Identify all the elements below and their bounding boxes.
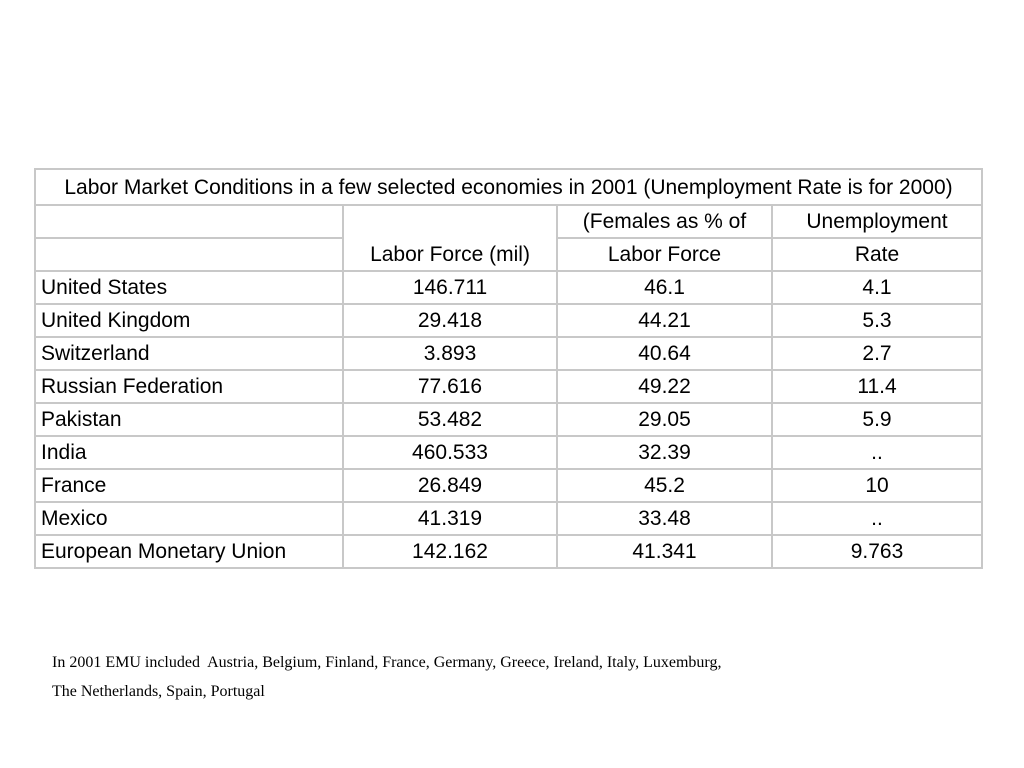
table-title-row (35, 169, 982, 205)
header-empty-cell (35, 205, 343, 238)
footnote-line-2: The Netherlands, Spain, Portugal (52, 683, 265, 700)
females-pct-cell: 44.21 (557, 304, 772, 337)
header-row-1 (35, 205, 982, 238)
country-cell: European Monetary Union (35, 535, 343, 568)
table-row (35, 535, 982, 568)
labor-force-cell: 460.533 (343, 436, 557, 469)
unemployment-cell: 4.1 (772, 271, 982, 304)
females-pct-cell: 45.2 (557, 469, 772, 502)
unemployment-cell: 5.3 (772, 304, 982, 337)
table-row (35, 370, 982, 403)
table-row (35, 502, 982, 535)
unemployment-cell: .. (772, 436, 982, 469)
labor-force-cell: 3.893 (343, 337, 557, 370)
table-title: Labor Market Conditions in a few selected economies in 2001 (Unemployment Rate is for 2000) (35, 169, 982, 205)
unemployment-cell: 11.4 (772, 370, 982, 403)
unemployment-cell: .. (772, 502, 982, 535)
females-pct-cell: 41.341 (557, 535, 772, 568)
labor-force-cell: 77.616 (343, 370, 557, 403)
labor-force-cell: 26.849 (343, 469, 557, 502)
females-pct-cell: 49.22 (557, 370, 772, 403)
unemployment-cell: 10 (772, 469, 982, 502)
labor-force-cell: 53.482 (343, 403, 557, 436)
header-empty-cell (35, 238, 343, 271)
labor-force-cell: 146.711 (343, 271, 557, 304)
unemployment-cell: 9.763 (772, 535, 982, 568)
country-cell: France (35, 469, 343, 502)
table-row (35, 337, 982, 370)
country-cell: India (35, 436, 343, 469)
labor-market-table (34, 168, 983, 569)
table-row (35, 403, 982, 436)
females-pct-cell: 33.48 (557, 502, 772, 535)
country-cell: Pakistan (35, 403, 343, 436)
females-pct-cell: 32.39 (557, 436, 772, 469)
country-cell: Russian Federation (35, 370, 343, 403)
header-labor-force: Labor Force (mil) (343, 205, 557, 271)
footnote-line-1: In 2001 EMU included Austria, Belgium, Finland, France, Germany, Greece, Ireland, Italy, Luxemburg, (52, 654, 722, 671)
header-females-line2: Labor Force (557, 238, 772, 271)
unemployment-cell: 5.9 (772, 403, 982, 436)
header-unemployment-line2: Rate (772, 238, 982, 271)
table-row (35, 271, 982, 304)
country-cell: United States (35, 271, 343, 304)
table-row (35, 304, 982, 337)
header-females-line1: (Females as % of (557, 205, 772, 238)
country-cell: United Kingdom (35, 304, 343, 337)
females-pct-cell: 40.64 (557, 337, 772, 370)
females-pct-cell: 46.1 (557, 271, 772, 304)
labor-force-cell: 29.418 (343, 304, 557, 337)
females-pct-cell: 29.05 (557, 403, 772, 436)
country-cell: Mexico (35, 502, 343, 535)
country-cell: Switzerland (35, 337, 343, 370)
unemployment-cell: 2.7 (772, 337, 982, 370)
header-unemployment-line1: Unemployment (772, 205, 982, 238)
labor-force-cell: 41.319 (343, 502, 557, 535)
labor-force-cell: 142.162 (343, 535, 557, 568)
footnote (52, 648, 932, 706)
table-row (35, 436, 982, 469)
table-row (35, 469, 982, 502)
